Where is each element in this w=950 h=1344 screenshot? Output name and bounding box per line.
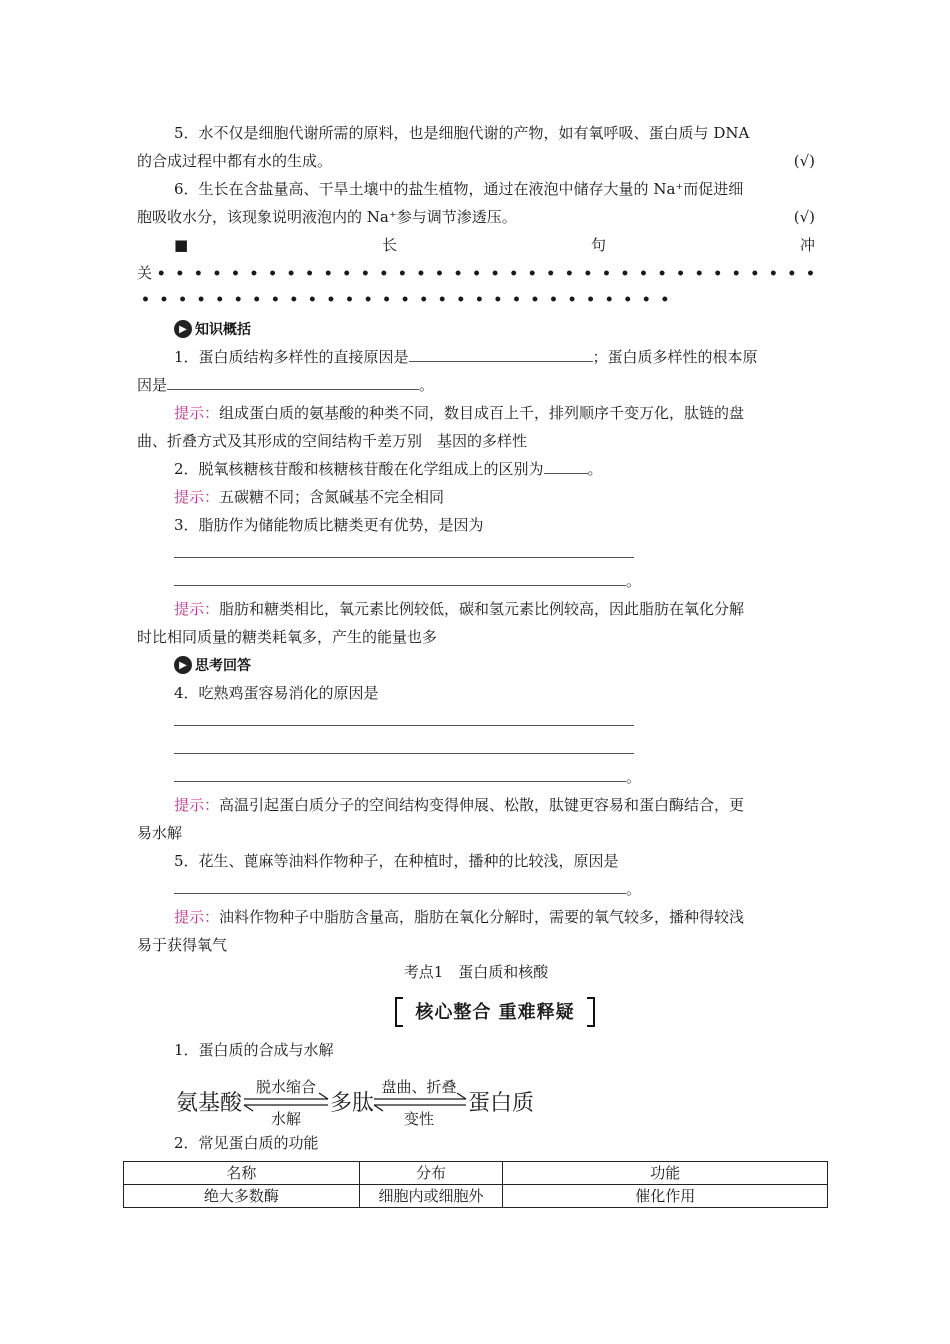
section-heading-char: 冲	[799, 236, 815, 254]
hint-text: 组成蛋白质的氨基酸的种类不同，数目成百上千，排列顺序千变万化，肽链的盘	[219, 404, 745, 422]
hint-label: 提示：	[174, 908, 220, 926]
reverse-arrow-head	[374, 1105, 383, 1111]
item-6-check-mark: (√)	[793, 208, 815, 226]
answer-line[interactable]	[174, 767, 815, 787]
section-heading-char: 长	[382, 236, 398, 254]
table-header-row	[124, 1162, 828, 1185]
hint-2-line	[174, 487, 815, 507]
answer-blank[interactable]	[174, 711, 634, 726]
banner-title: 核心整合 重难释疑	[415, 1002, 575, 1023]
answer-line[interactable]	[174, 571, 815, 591]
hint-3-line-1	[174, 599, 815, 619]
answer-line[interactable]	[174, 543, 815, 563]
question-3-line: 3．脂肪作为储能物质比糖类更有优势，是因为	[174, 516, 484, 534]
period: 。	[587, 460, 603, 478]
hint-text: 油料作物种子中脂肪含量高，脂肪在氧化分解时，需要的氧气较多，播种得较浅	[219, 908, 745, 926]
answer-blank[interactable]	[174, 739, 634, 754]
hint-text: 五碳糖不同；含氮碱基不完全相同	[219, 488, 445, 506]
tag-knowledge-summary	[174, 319, 251, 339]
answer-line[interactable]	[174, 879, 815, 899]
tag-label: 思考回答	[195, 658, 251, 674]
arrow-label-denaturation: 变性	[403, 1110, 435, 1128]
part-1-title: 1．蛋白质的合成与水解	[174, 1041, 334, 1059]
section-heading-char: 句	[591, 236, 607, 254]
answer-blank[interactable]	[174, 571, 626, 586]
hint-text: 高温引起蛋白质分子的空间结构变得伸展、松散，肽键更容易和蛋白酶结合，更	[219, 796, 745, 814]
question-2-text: 2．脱氧核糖核苷酸和核糖核苷酸在化学组成上的区别为	[174, 460, 544, 478]
question-1-text: 1．蛋白质结构多样性的直接原因是	[174, 348, 409, 366]
item-5-text-end: 的合成过程中都有水的生成。	[137, 152, 333, 170]
hint-5-line-2: 易于获得氧气	[137, 936, 228, 954]
node-amino-acid: 氨基酸	[176, 1091, 243, 1116]
reverse-arrow-head	[244, 1105, 253, 1111]
section-banner	[395, 997, 595, 1025]
answer-blank[interactable]	[174, 767, 626, 782]
section-heading-line-2	[137, 263, 825, 284]
play-icon: ▶	[174, 320, 192, 338]
dot-leader-line-2	[141, 289, 819, 310]
table-header-cell: 名称	[124, 1162, 360, 1185]
hint-label: 提示：	[174, 488, 220, 506]
table-cell: 细胞内或细胞外	[359, 1185, 503, 1208]
question-4-line: 4．吃熟鸡蛋容易消化的原因是	[174, 684, 379, 702]
hint-4-line-2: 易水解	[137, 824, 183, 842]
item-5-line-2	[137, 151, 815, 171]
bracket-left	[395, 997, 403, 1027]
period: 。	[626, 768, 642, 786]
period: 。	[626, 572, 642, 590]
hint-5-line-1	[174, 907, 815, 927]
node-protein: 蛋白质	[468, 1091, 535, 1116]
question-1-text-3: 因是	[137, 376, 168, 394]
square-bullet-icon: ■	[174, 236, 189, 254]
hint-label: 提示：	[174, 404, 220, 422]
question-1-line-2	[137, 375, 815, 395]
protein-function-table	[123, 1161, 828, 1208]
period: 。	[626, 880, 642, 898]
answer-blank[interactable]	[544, 459, 588, 474]
section-heading-char: 关	[137, 264, 153, 282]
period: 。	[419, 376, 435, 394]
table-header-cell: 分布	[359, 1162, 503, 1185]
bracket-right	[587, 997, 595, 1027]
dot-leader: ••••••••••••••••••••••••••••••••••••	[156, 266, 825, 282]
arrow-label-hydrolysis: 水解	[270, 1110, 302, 1128]
item-5-check-mark: (√)	[793, 152, 815, 170]
answer-blank[interactable]	[174, 879, 626, 894]
hint-text: 脂肪和糖类相比，氧元素比例较低，碳和氢元素比例较高，因此脂肪在氧化分解	[219, 600, 745, 618]
item-6-line-1: 6．生长在含盐量高、干旱土壤中的盐生植物，通过在液泡中储存大量的 Na⁺而促进细	[174, 180, 744, 198]
hint-4-line-1	[174, 795, 815, 815]
answer-line[interactable]	[174, 739, 815, 759]
question-2-line	[174, 459, 815, 479]
table-cell: 催化作用	[503, 1185, 828, 1208]
question-5-line: 5．花生、蓖麻等油料作物种子，在种植时，播种的比较浅，原因是	[174, 852, 619, 870]
node-polypeptide: 多肽	[330, 1091, 375, 1116]
answer-blank[interactable]	[409, 347, 593, 362]
question-1-text-2: ；蛋白质多样性的根本原	[592, 348, 758, 366]
hint-label: 提示：	[174, 796, 220, 814]
hint-3-line-2: 时比相同质量的糖类耗氧多，产生的能量也多	[137, 628, 438, 646]
question-1-line-1	[174, 347, 815, 367]
tag-think-answer	[174, 655, 251, 675]
arrow-label-folding: 盘曲、折叠	[381, 1078, 457, 1096]
forward-arrow-head	[319, 1093, 328, 1099]
section-heading	[174, 235, 815, 255]
protein-synthesis-diagram	[176, 1072, 576, 1132]
item-6-line-2	[137, 207, 815, 227]
dot-leader: •••••••••••••••••••••••••••••	[141, 292, 679, 308]
forward-arrow-head	[457, 1093, 466, 1099]
hint-label: 提示：	[174, 600, 220, 618]
hint-1-line-1	[174, 403, 815, 423]
play-icon: ▶	[174, 656, 192, 674]
answer-line[interactable]	[174, 711, 815, 731]
answer-blank[interactable]	[167, 375, 419, 390]
part-2-title: 2．常见蛋白质的功能	[174, 1134, 319, 1152]
table-header-cell: 功能	[503, 1162, 828, 1185]
answer-blank[interactable]	[174, 543, 634, 558]
item-6-text-end: 胞吸收水分，该现象说明液泡内的 Na⁺参与调节渗透压。	[137, 208, 517, 226]
topic-heading: 考点1 蛋白质和核酸	[403, 963, 549, 981]
table-cell: 绝大多数酶	[124, 1185, 360, 1208]
arrow-label-dehydration: 脱水缩合	[255, 1078, 317, 1096]
tag-label: 知识概括	[195, 322, 251, 338]
hint-1-line-2: 曲、折叠方式及其形成的空间结构千差万别 基因的多样性	[137, 432, 528, 450]
item-5-line-1: 5．水不仅是细胞代谢所需的原料，也是细胞代谢的产物，如有氧呼吸、蛋白质与 DNA	[174, 124, 750, 142]
table-row	[124, 1185, 828, 1208]
